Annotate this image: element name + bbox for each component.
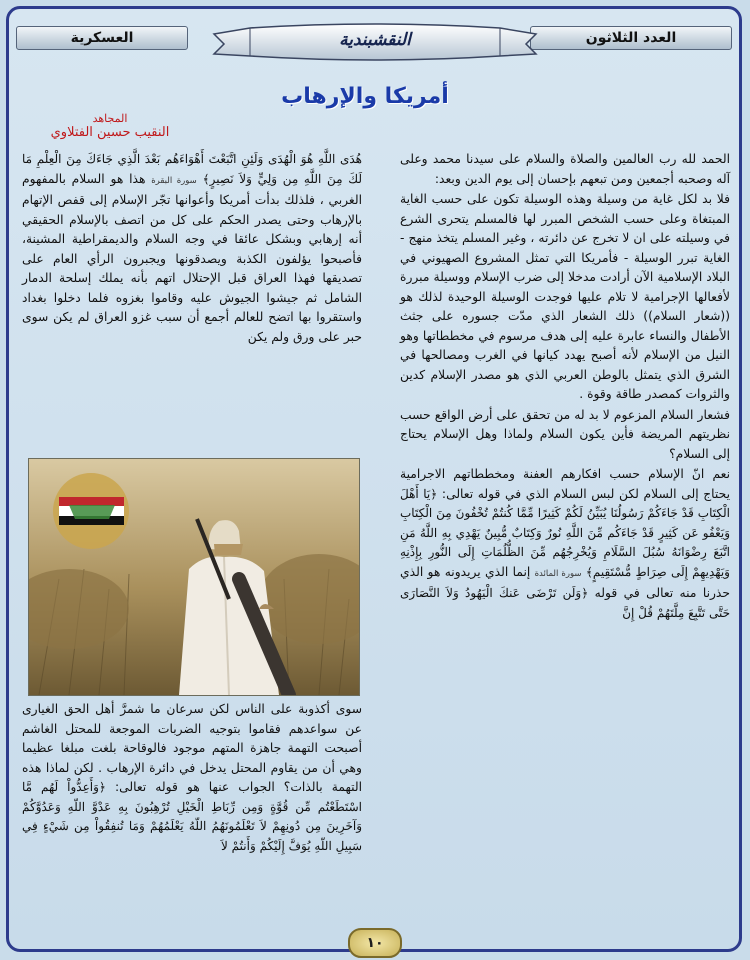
paragraph-text: نعم انّ الإسلام حسب افكارهم العفنة ومخططاتهم الاجرامية يحتاج إلى السلام لكن لبس السلام الذي في قوله تعالى: — [400, 467, 730, 501]
quote-source: سورة المائدة — [534, 568, 582, 579]
paragraph — [22, 150, 362, 347]
header-bar — [10, 14, 738, 54]
left-column-bottom — [22, 700, 362, 857]
quran-quote: ﴿وَأَعِدُّواْ لَهُم مَّا اسْتَطَعْتُم مِّن قُوَّةٍ وَمِن رِّبَاطِ الْخَيْلِ تُرْهِبُونَ بِهِ عَدْوَّ اللّهِ وَعَدُوَّكُمْ وَآخَرِينَ مِن دُونِهِمْ لاَ تَعْلَمُونَهُمُ اللّهُ يَعْلَمُهُمْ وَمَا تُنفِقُواْ مِن شَيْءٍ فِي سَبِيلِ اللّهِ يُوَفَّ إِلَيْكُمْ وَأَنتُمْ لاَ — [22, 780, 362, 853]
author-rank: المجاهد — [92, 112, 128, 125]
author-name: النقيب حسين الفتلاوي — [50, 125, 170, 140]
quran-quote: ﴿يَا أَهْلَ الْكِتَابِ قَدْ جَاءَكُمْ رَسُولُنَا يُبَيِّنُ لَكُمْ كَثِيرًا مِّمَّا كُنتُمْ تُخْفُونَ مِنَ الْكِتَابِ وَيَعْفُو عَن كَثِيرٍ قَدْ جَاءَكُم مِّنَ اللَّهِ نُورٌ وَكِتَابٌ مُّبِينٌ يَهْدِي بِهِ اللَّهُ مَنِ اتَّبَعَ رِضْوَانَهُ سُبُلَ السَّلَامِ وَيُخْرِجُهُم مِّنَ الظُّلُمَاتِ إِلَى النُّورِ بِإِذْنِهِ وَيَهْدِيهِمْ إِلَى صِرَاطٍ مُّسْتَقِيمٍ﴾ — [400, 486, 730, 579]
magazine-ribbon — [210, 20, 540, 64]
left-column-top — [22, 150, 362, 348]
quote-source: سورة البقرة — [151, 175, 197, 186]
logo-emblem — [53, 473, 129, 549]
author-signature — [30, 112, 190, 140]
paragraph — [400, 465, 730, 623]
paragraph — [22, 700, 362, 856]
paragraph-text: هذا هو السلام بالمفهوم الغربي ، فلذلك بدأت أمريكا وأعوانها تجّر الإسلام إلى قفص الإتهام بالإرهاب وحتى يصدر الحكم على كل من اتصف بالإسلام الحقيقي أنه إرهابي وبشكل عائقا في وجه السلام والديمقراطية المشينة، فأصبحوا يؤلفون الكذبة ويصدقونها ويجبرون الرأي العام على تصديقها فهذا العراق قبل الإحتلال اتهم بأنه يملك إسلحة الدمار الشامل ثم جيشوا الجيوش عليه وقاموا بغزوه فلما دخلوا بغداد واستقروا بها اتضح للعالم أجمع أن سبب غزو العراق لم يكن سوى حبر على ورق ولم يكن — [22, 171, 362, 344]
ribbon-title: النقشبندية — [339, 30, 411, 50]
paragraph-text: سوى أكذوبة على الناس لكن سرعان ما شمرَّ أهل الحق الغيارى عن سواعدهم فقاموا بتوجيه الضربات الموجعة للمحتل الغاشم أصبحت التهمة جاهزة المتهم موجود فالوقاحة بلغت مبلغا عظيما وهي أن من يقاوم المحتل يدخل في دائرة الإرهاب . لكن لماذا هذه التهمة بالذات؟ الجواب عنها هو قوله تعالى: — [22, 702, 362, 794]
paragraph-text: إنما الذي يريدونه هو الذي حذرنا منه تعالى في قوله — [400, 564, 730, 600]
paragraph: فلا بد لكل غاية من وسيلة وهذه الوسيلة تكون على حسب الغاية المبتغاة وعلى حسب الشخص المبرر لها فالمسلم يتحرى الشرع في وسيلته على ان لا تخرج عن دائرته ، وغير المسلم يتخذ منهج - الغاية تبرر الوسيلة - فأمريكا التي تمثل المشروع الصهيوني في البلاد الإسلامية الآن أرادت مدخلا إلى ضرب الإسلام ووسيلة مبررة لأفعالها الإجرامية لا تلام عليها فوجدت الوسيلة الوحيدة لذلك هو ((شعار السلام)) ذلك الشعار الذي مدّت جسوره على جثث الأطفال والنساء عابرة عليه إلى هدف مرسوم في مخططاتها وهو النيل من الإسلام لأنه أصبح يهدد كيانها في الغرب ومصالحها في الشرق الذي يتمثل بالوطن العربي الذي هو مصدر الإسلام كدين والثروات كمصدر طاقة وقوة . — [400, 192, 730, 401]
article-title: أمريكا والإرهاب — [281, 84, 449, 109]
article-photo — [28, 458, 360, 696]
quran-quote: هُدَى اللَّهِ هُوَ الْهُدَى وَلَئِنِ اتَّبَعْتَ أَهْوَاءَهُم بَعْدَ الَّذِي جَاءَكَ مِنَ الْعِلْمِ مَا لَكَ مِنَ اللَّهِ مِن وَلِيٍّ وَلاَ نَصِيرٍ﴾ — [22, 152, 362, 186]
paragraph: الحمد لله رب العالمين والصلاة والسلام على سيدنا محمد وعلى آله وصحبه أجمعين ومن تبعهم بإحسان إلى يوم الدين وبعد: — [400, 152, 730, 186]
issue-label: العدد الثلاثون — [530, 26, 732, 50]
right-column — [400, 150, 730, 624]
paragraph: فشعار السلام المزعوم لا بد له من تحقق على أرض الواقع حسب نظريتهم المريضة فأين يكون السلام ولماذا وهل الإسلام يحتاج إلى السلام؟ — [400, 407, 730, 461]
section-label: العسكرية — [16, 26, 188, 50]
page-number: ١٠ — [348, 928, 402, 958]
quran-quote: ﴿وَلَن تَرْضَى عَنكَ الْيَهُودُ وَلاَ النَّصَارَى حَتَّى تَتَّبِعَ مِلَّتَهُمْ قُلْ إِنَّ — [400, 586, 730, 620]
fighter-photo-illustration — [29, 459, 359, 695]
